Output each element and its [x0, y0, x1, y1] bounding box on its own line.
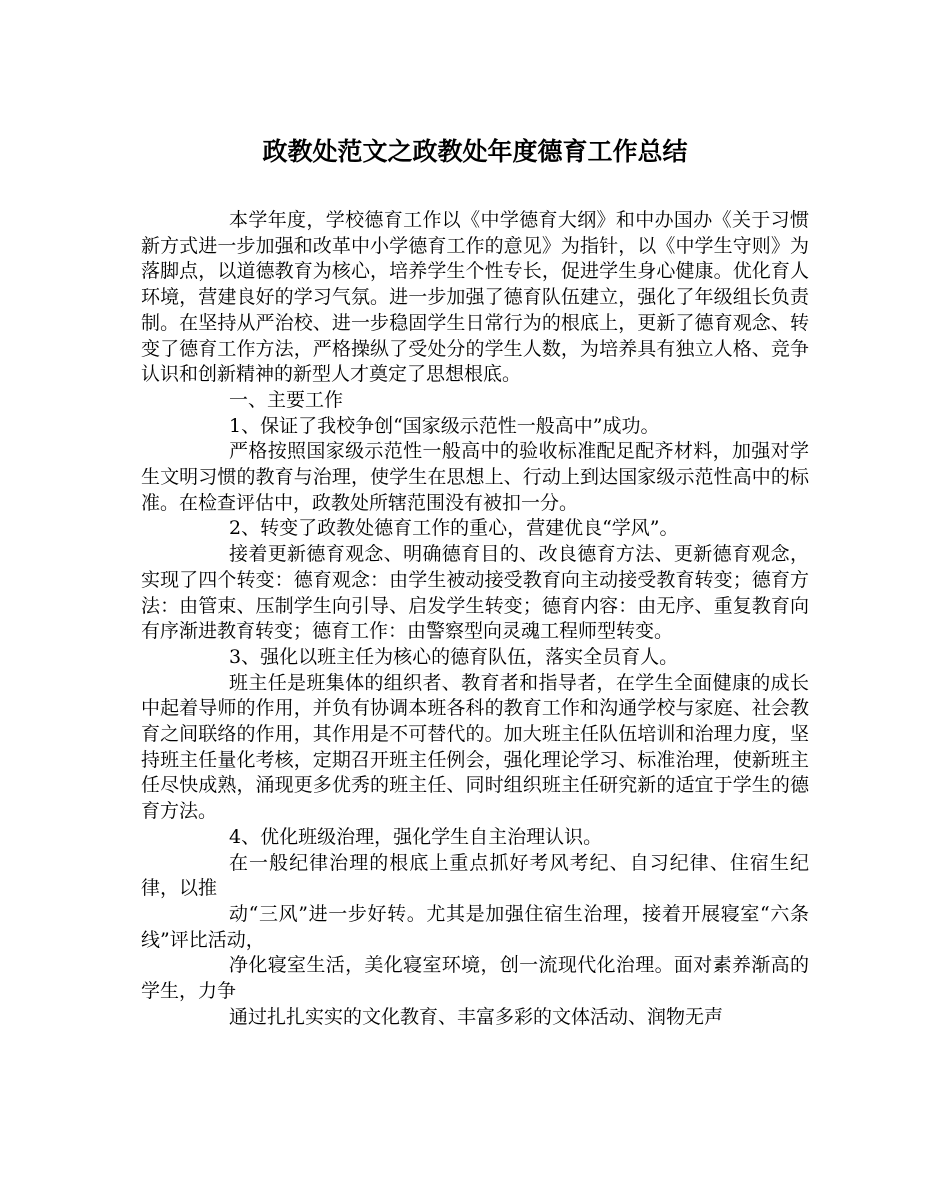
document-body	[141, 208, 809, 1031]
item-heading-1: 1、保证了我校争创“国家级示范性一般高中”成功。	[229, 414, 660, 437]
item-heading-3: 3、强化以班主任为核心的德育队伍，落实全员育人。	[229, 645, 679, 668]
section-heading-main-work: 一、主要工作	[229, 388, 344, 411]
item-heading-4: 4、优化班级治理，强化学生自主治理认识。	[229, 825, 603, 848]
paragraph-item-2: 接着更新德育观念、明确德育目的、改良德育方法、更新德育观念，实现了四个转变：德育观念：由学生被动接受教育向主动接受教育转变；德育方法：由管束、压制学生向引导、启发学生转变；德育内容：由无序、重复教育向有序渐进教育转变；德育工作：由警察型向灵魂工程师型转变。	[141, 543, 809, 643]
document-title: 政教处范文之政教处年度德育工作总结	[262, 137, 688, 166]
paragraph-intro: 本学年度，学校德育工作以《中学德育大纲》和中办国办《关于习惯新方式进一步加强和改革中小学德育工作的意见》为指针，以《中学生守则》为落脚点，以道德教育为核心，培养学生个性专长，促进学生身心健康。优化育人环境，营建良好的学习气氛。进一步加强了德育队伍建立，强化了年级组长负责制。在坚持从严治校、进一步稳固学生日常行为的根底上，更新了德育观念、转变了德育工作方法，严格操纵了受处分的学生人数，为培养具有独立人格、竞争认识和创新精神的新型人才奠定了思想根底。	[141, 209, 809, 386]
paragraph-item-4-part-2: 动“三风”进一步好转。尤其是加强住宿生治理，接着开展寝室“六条线”评比活动，	[141, 902, 809, 951]
paragraph-item-3: 班主任是班集体的组织者、教育者和指导者，在学生全面健康的成长中起着导师的作用，并负有协调本班各科的教育工作和沟通学校与家庭、社会教育之间联络的作用，其作用是不可替代的。加大班主任队伍培训和治理力度，坚持班主任量化考核，定期召开班主任例会，强化理论学习、标准治理，使新班主任尽快成熟，涌现更多优秀的班主任、同时组织班主任研究新的适宜于学生的德育方法。	[141, 671, 809, 823]
paragraph-item-4-part-3: 净化寝室生活，美化寝室环境，创一流现代化治理。面对素养渐高的学生，力争	[141, 954, 809, 1003]
item-heading-2: 2、转变了政教处德育工作的重心，营建优良“学风”。	[229, 517, 679, 540]
paragraph-item-4-part-1: 在一般纪律治理的根底上重点抓好考风考纪、自习纪律、住宿生纪律，以推	[141, 851, 809, 900]
paragraph-item-4-part-4: 通过扎扎实实的文化教育、丰富多彩的文体活动、润物无声	[229, 1005, 724, 1028]
paragraph-item-1: 严格按照国家级示范性一般高中的验收标准配足配齐材料，加强对学生文明习惯的教育与治理，使学生在思想上、行动上到达国家级示范性高中的标准。在检查评估中，政教处所辖范围没有被扣一分。	[141, 440, 809, 514]
